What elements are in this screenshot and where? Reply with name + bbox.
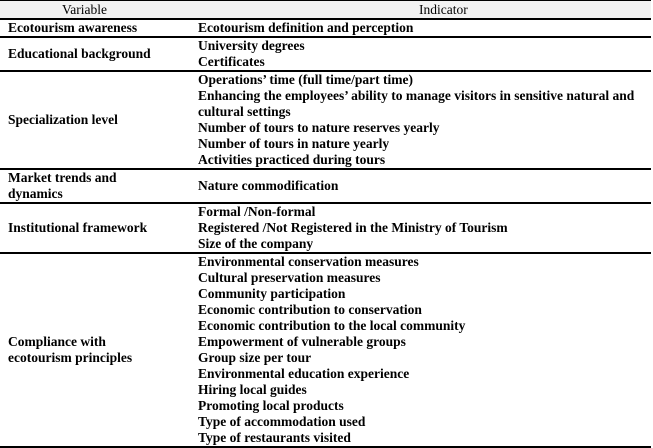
variable-text: Specialization level [8, 112, 118, 127]
variable-text: Institutional framework [8, 220, 148, 235]
table-row [0, 19, 651, 37]
indicator-text: Community participation [198, 286, 346, 301]
table-row [0, 203, 651, 253]
indicator-text: Cultural preservation measures [198, 270, 381, 285]
indicator-cell [194, 169, 651, 203]
indicator-text: Ecotourism definition and perception [198, 20, 414, 35]
indicator-text: Economic contribution to the local community [198, 318, 466, 333]
variable-text: Compliance with [8, 334, 106, 349]
variable-cell [0, 253, 194, 447]
indicator-text: University degrees [198, 38, 305, 53]
indicator-text: Group size per tour [198, 350, 312, 365]
indicator-cell [194, 19, 651, 37]
indicator-cell [194, 71, 651, 169]
indicator-text: Number of tours in nature yearly [198, 136, 390, 151]
variable-cell [0, 37, 194, 71]
table-row [0, 253, 651, 447]
indicator-text: Hiring local guides [198, 382, 307, 397]
indicator-text: Environmental conservation measures [198, 254, 419, 269]
indicator-text: Type of accommodation used [198, 414, 366, 429]
variable-text: Market trends and [8, 170, 117, 185]
header-indicator: Indicator [194, 1, 651, 20]
indicator-text: Number of tours to nature reserves yearly [198, 120, 440, 135]
header-variable: Variable [0, 1, 194, 20]
indicator-text: Formal /Non-formal [198, 204, 316, 219]
indicator-text: Registered /Not Registered in the Ministry of Tourism [198, 220, 508, 235]
indicator-text: Environmental education experience [198, 366, 410, 381]
indicator-text: Operations’ time (full time/part time) [198, 72, 413, 87]
variable-cell [0, 169, 194, 203]
variable-cell [0, 19, 194, 37]
table-row [0, 169, 651, 203]
indicator-text: Nature commodification [198, 178, 339, 193]
variable-text: Ecotourism awareness [8, 20, 138, 35]
indicator-cell [194, 37, 651, 71]
table-row [0, 37, 651, 71]
indicator-text: Empowerment of vulnerable groups [198, 334, 406, 349]
variable-cell [0, 71, 194, 169]
indicator-text: Size of the company [198, 236, 314, 251]
header-row [0, 1, 651, 20]
variable-text: dynamics [8, 186, 63, 201]
indicator-text: Type of restaurants visited [198, 430, 351, 445]
indicator-cell [194, 203, 651, 253]
indicator-text: Economic contribution to conservation [198, 302, 422, 317]
variable-text: ecotourism principles [8, 350, 133, 365]
variable-cell [0, 203, 194, 253]
indicator-text: Activities practiced during tours [198, 152, 386, 167]
variable-text: Educational background [8, 46, 151, 61]
table-row [0, 71, 651, 169]
indicator-text: Promoting local products [198, 398, 344, 413]
indicator-cell [194, 253, 651, 447]
indicator-text: Enhancing the employees’ ability to manage visitors in sensitive natural and cultural settings [198, 88, 635, 119]
indicator-text: Certificates [198, 54, 265, 69]
